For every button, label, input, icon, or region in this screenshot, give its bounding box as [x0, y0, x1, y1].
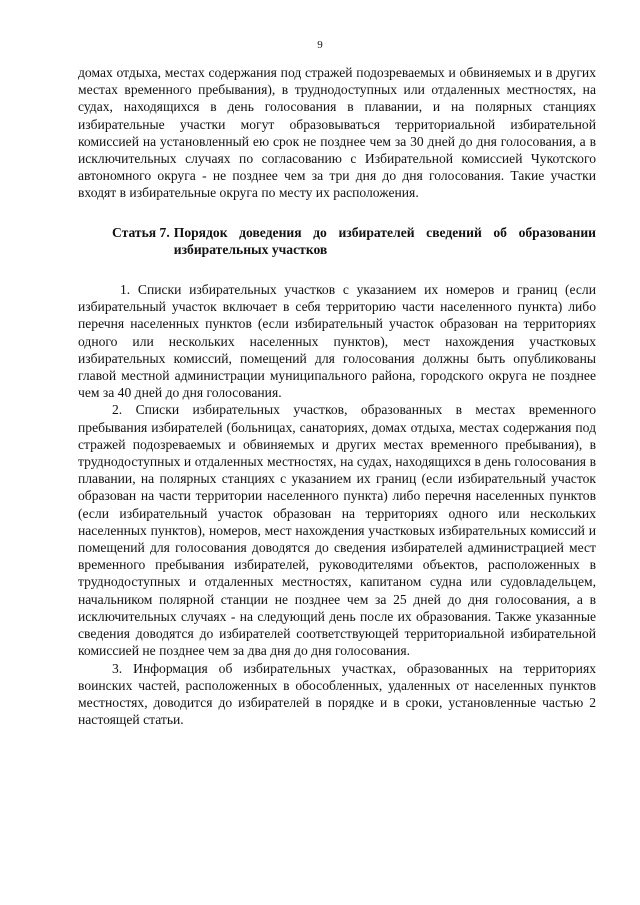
document-body [78, 64, 596, 728]
article-heading [78, 224, 596, 258]
paragraph-1: 1. Списки избирательных участков с указанием их номеров и границ (если избирательный участок включает в себя территорию части населенного пункта) либо перечня населенных пунктов (если избирательный участок образован на территориях одного или нескольких населенных пунктов), мест нахождения участковых избирательных комиссий, помещений для голосования должны быть опубликованы главой местной администрации муниципального района, городского округа не позднее чем за 40 дней до дня голосования. [78, 282, 596, 401]
article-label: Статья 7. [112, 224, 170, 240]
continuation-paragraph: домах отдыха, местах содержания под стражей подозреваемых и обвиняемых и в других местах временного пребывания), в труднодоступных или отдаленных местностях, на судах, находящихся в день голосования в плавании, и на полярных станциях избирательные участки могут образовываться территориальной избирательной комиссией на установленный ею срок не позднее чем за 30 дней до дня голосования, а в исключительных случаях по согласованию с Избирательной комиссией Чукотского автономного округа - не позднее чем за три дня до дня голосования. Такие участки входят в избирательные округа по месту их расположения. [78, 65, 596, 201]
article-title: Порядок доведения до избирателей сведений об образовании избирательных участков [173, 224, 596, 257]
paragraph-3: 3. Информация об избирательных участках, образованных на территориях воинских частей, расположенных в обособленных, удаленных от населенных пунктов местностях, доводится до избирателей в порядке и в сроки, установленные частью 2 настоящей статьи. [78, 660, 596, 728]
paragraph-2: 2. Списки избирательных участков, образованных в местах временного пребывания избирателей (больницах, санаториях, домах отдыха, местах содержания под стражей подозреваемых и обвиняемых и других местах временного пребывания), в труднодоступных и отдаленных местностях, на судах, находящихся в день голосования в плавании, на полярных станциях с указанием их границ (если избирательный участок образован на части территории населенного пункта) либо перечня населенных пунктов (если избирательный участок образован на территориях одного или нескольких населенных пунктов), номеров, мест нахождения участковых избирательных комиссий и помещений для голосования доводятся до сведения избирателей администрацией мест временного пребывания избирателей, руководителями объектов, расположенных в труднодоступных и отдаленных местностях, капитаном судна или судовладельцем, начальником полярной станции не позднее чем за 25 дней до дня голосования, а в исключительных случаях - на следующий день после их образования. Также указанные сведения доводятся до избирателей соответствующей территориальной избирательной комиссией не позднее чем за два дня до дня голосования. [78, 402, 596, 659]
page-number: 9 [317, 39, 323, 51]
